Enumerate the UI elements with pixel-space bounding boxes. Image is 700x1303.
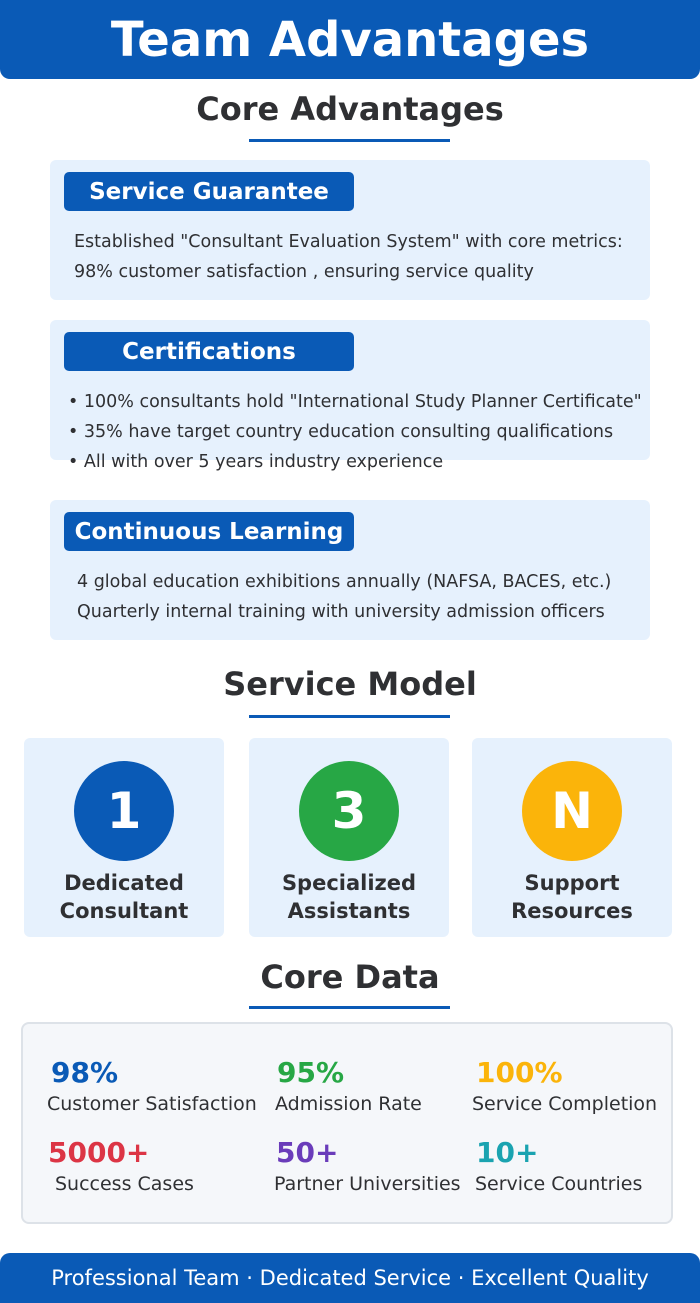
- stat-label-admission-rate: Admission Rate: [275, 1093, 422, 1115]
- advantage-text: [68, 387, 640, 477]
- stat-label-customer-satisfaction: Customer Satisfaction: [47, 1093, 257, 1115]
- stat-value-service-completion: 100%: [476, 1056, 563, 1089]
- advantage-line: • All with over 5 years industry experience: [68, 452, 444, 472]
- advantage-label: Service Guarantee: [64, 172, 354, 211]
- advantage-line: 98% customer satisfaction , ensuring service quality: [74, 262, 534, 282]
- stat-value-customer-satisfaction: 98%: [51, 1056, 119, 1089]
- model-label-line: Resources: [511, 899, 633, 923]
- advantage-card-service-guarantee: [50, 160, 650, 300]
- advantage-label: Certifications: [64, 332, 354, 371]
- stat-value-admission-rate: 95%: [277, 1056, 345, 1089]
- stat-value-success-cases: 5000+: [48, 1136, 150, 1169]
- advantage-line: • 35% have target country education consulting qualifications: [68, 422, 614, 442]
- advantage-line: Established "Consultant Evaluation System" with core metrics:: [74, 232, 623, 252]
- page-title: Team Advantages: [110, 11, 590, 68]
- model-number-badge: N: [522, 761, 622, 861]
- stat-value-partner-universities: 50+: [276, 1136, 339, 1169]
- model-card-dedicated-consultant: [24, 738, 224, 937]
- advantage-line: • 100% consultants hold "International Study Planner Certificate": [68, 392, 642, 412]
- model-label-line: Support: [524, 871, 620, 895]
- model-label-line: Assistants: [287, 899, 411, 923]
- advantage-line: Quarterly internal training with university admission officers: [77, 602, 605, 622]
- advantage-card-continuous-learning: [50, 500, 650, 640]
- model-label-line: Specialized: [281, 871, 417, 895]
- service-model-underline: [249, 715, 450, 718]
- service-model-title: Service Model: [223, 665, 477, 703]
- stat-value-service-countries: 10+: [476, 1136, 539, 1169]
- core-advantages-underline: [249, 139, 450, 142]
- model-number-badge: 3: [299, 761, 399, 861]
- header-banner: [0, 0, 700, 79]
- advantage-card-certifications: [50, 320, 650, 472]
- advantage-label: Continuous Learning: [64, 512, 354, 551]
- stat-label-service-countries: Service Countries: [475, 1173, 643, 1195]
- model-card-support-resources: [472, 738, 672, 937]
- footer-tagline: Professional Team · Dedicated Service · Excellent Quality: [51, 1266, 649, 1290]
- stat-label-success-cases: Success Cases: [55, 1173, 194, 1195]
- advantage-line: 4 global education exhibitions annually (NAFSA, BACES, etc.): [77, 572, 612, 592]
- core-data-title: Core Data: [260, 958, 440, 996]
- core-advantages-title: Core Advantages: [196, 90, 504, 128]
- model-label-line: Consultant: [59, 899, 189, 923]
- footer-banner: [0, 1253, 700, 1303]
- core-data-underline: [249, 1006, 450, 1009]
- model-label-line: Dedicated: [64, 871, 184, 895]
- stat-label-partner-universities: Partner Universities: [274, 1173, 461, 1195]
- model-label: [24, 869, 224, 925]
- stat-label-service-completion: Service Completion: [472, 1093, 658, 1115]
- advantage-text: [74, 227, 640, 287]
- core-data-panel: [21, 1022, 673, 1224]
- advantage-text: [77, 567, 640, 627]
- model-card-specialized-assistants: [249, 738, 449, 937]
- model-label: [472, 869, 672, 925]
- model-number-badge: 1: [74, 761, 174, 861]
- model-label: [249, 869, 449, 925]
